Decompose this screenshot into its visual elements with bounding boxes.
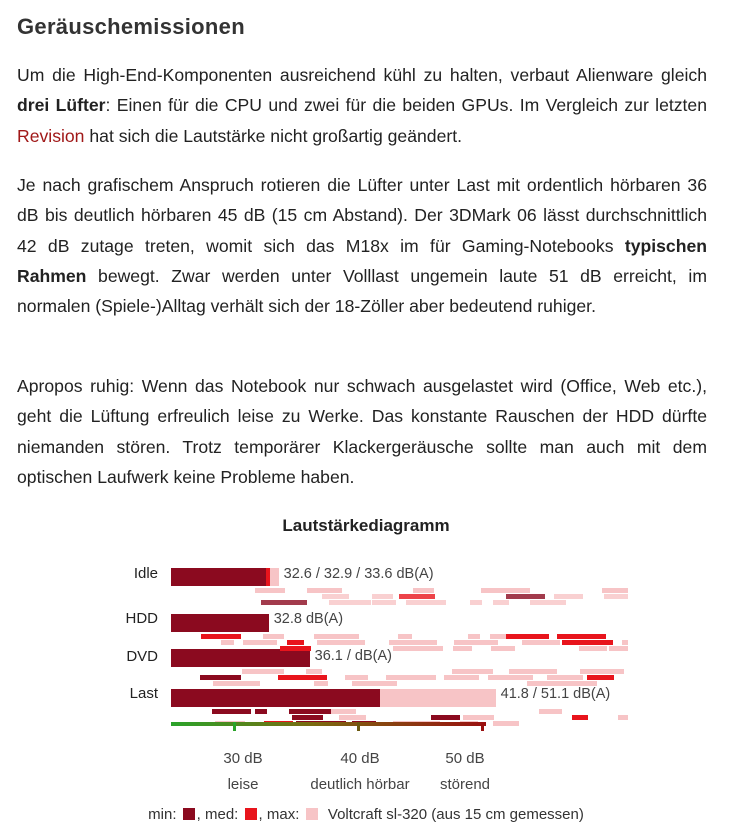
tick-desc-50: störend xyxy=(439,776,491,793)
paragraph-idle xyxy=(17,371,707,492)
text: Apropos ruhig: Wenn das Notebook nur schwach ausgelastet wird (Office, Web etc.), geht die Lüftung erfreulich leise zu Werke. Das konstante Rauschen der HDD dürfte niemanden stören. Trotz temporärer Klackergeräusche sollte man auch mit dem optischen Laufwerk keine Probleme haben. xyxy=(17,376,707,487)
comparison-segment xyxy=(317,640,365,645)
tick-desc-30: leise xyxy=(227,776,259,793)
comparison-segment xyxy=(221,640,234,645)
comparison-segment xyxy=(488,675,533,680)
comparison-segment xyxy=(587,675,614,680)
section-heading: Geräuschemissionen xyxy=(17,14,245,39)
legend-min-swatch xyxy=(183,808,195,820)
row-label-last: Last xyxy=(129,685,158,702)
comparison-segment xyxy=(557,634,606,639)
comparison-segment xyxy=(562,640,613,645)
comparison-segment xyxy=(509,669,556,674)
comparison-segment xyxy=(452,669,493,674)
comparison-segment xyxy=(444,675,478,680)
legend-med-label: , med: xyxy=(196,806,239,823)
tick-mark-30 xyxy=(233,722,236,731)
comparison-segment xyxy=(554,594,584,599)
comparison-segment xyxy=(547,675,583,680)
bar-min-hdd xyxy=(171,614,269,632)
comparison-segment xyxy=(201,634,241,639)
legend-device: Voltcraft sl-320 (aus 15 cm gemessen) xyxy=(327,806,584,823)
comparison-segment xyxy=(306,669,322,674)
comparison-segment xyxy=(413,588,434,593)
row-label-hdd: HDD xyxy=(125,610,158,627)
comparison-segment xyxy=(609,646,628,651)
comparison-segment xyxy=(399,594,435,599)
text: Je nach grafischem Anspruch rotieren die Lüfter unter Last mit ordentlich hörbaren 36 dB bis deutlich hörbaren 45 dB (15 cm Abstand). Der 3DMark 06 lässt durchschnittlich 42 dB zutage treten, womit sich das M18x im für Gaming-Notebooks xyxy=(17,175,707,256)
row-label-idle: Idle xyxy=(133,565,158,582)
value-label-dvd: 36.1 / dB(A) xyxy=(314,648,392,664)
comparison-segment xyxy=(255,588,285,593)
comparison-segment xyxy=(491,646,515,651)
comparison-segment xyxy=(292,715,322,720)
comparison-segment xyxy=(530,600,565,605)
comparison-segment xyxy=(481,588,531,593)
comparison-segment xyxy=(263,634,284,639)
tick-mark-50 xyxy=(481,722,484,731)
comparison-segment xyxy=(579,646,608,651)
comparison-segment xyxy=(289,709,331,714)
comparison-segment xyxy=(393,646,443,651)
emphasis: typischen Rahmen xyxy=(17,235,707,286)
revision-link[interactable]: Revision xyxy=(17,125,85,146)
comparison-segment xyxy=(352,681,397,686)
comparison-segment xyxy=(339,715,365,720)
legend-med-swatch xyxy=(245,808,257,820)
text: bewegt. Zwar werden unter Volllast ungemein laute 51 dB erreicht, im normalen (Spiele-)Alltag verhält sich der 18-Zöller aber bedeutend ruhiger. xyxy=(17,265,707,317)
comparison-segment xyxy=(539,709,561,714)
tick-label-30: 30 dB xyxy=(223,750,263,767)
text: Um die High-End-Komponenten ausreichend kühl zu halten, verbaut Alienware gleich xyxy=(17,65,707,85)
comparison-segment xyxy=(453,646,472,651)
value-label-hdd: 32.8 dB(A) xyxy=(273,611,344,627)
emphasis: drei Lüfter xyxy=(17,95,106,116)
comparison-segment xyxy=(307,588,343,593)
comparison-segment xyxy=(463,715,495,720)
comparison-segment xyxy=(389,640,436,645)
legend-max-swatch xyxy=(306,808,318,820)
comparison-segment xyxy=(255,709,267,714)
chart-legend xyxy=(0,806,732,823)
comparison-segment xyxy=(493,721,519,726)
comparison-segment xyxy=(468,634,480,639)
comparison-segment xyxy=(212,709,251,714)
comparison-segment xyxy=(398,634,413,639)
chart-title: Lautstärkediagramm xyxy=(282,516,450,535)
comparison-segment xyxy=(242,669,284,674)
comparison-segment xyxy=(602,588,628,593)
bar-min-last xyxy=(171,689,380,707)
comparison-segment xyxy=(493,600,509,605)
comparison-segment xyxy=(243,640,277,645)
comparison-segment xyxy=(618,715,628,720)
row-label-dvd: DVD xyxy=(126,648,158,665)
comparison-segment xyxy=(506,594,545,599)
paragraph-fans xyxy=(17,60,707,151)
comparison-segment xyxy=(329,600,371,605)
tick-label-50: 50 dB xyxy=(445,750,485,767)
tick-label-40: 40 dB xyxy=(340,750,380,767)
value-label-last: 41.8 / 51.1 dB(A) xyxy=(500,686,611,702)
comparison-segment xyxy=(431,715,460,720)
comparison-segment xyxy=(406,600,445,605)
comparison-segment xyxy=(622,640,628,645)
tick-desc-40: deutlich hörbar xyxy=(310,776,410,793)
value-label-idle: 32.6 / 32.9 / 33.6 dB(A) xyxy=(283,566,434,582)
comparison-segment xyxy=(345,675,368,680)
comparison-segment xyxy=(200,675,241,680)
comparison-segment xyxy=(527,681,565,686)
comparison-segment xyxy=(261,600,307,605)
bar-min-dvd xyxy=(171,649,310,667)
comparison-segment xyxy=(470,600,482,605)
comparison-segment xyxy=(314,681,328,686)
text: hat sich die Lautstärke nicht großartig geändert. xyxy=(84,125,462,146)
legend-min-label: min: xyxy=(148,806,177,823)
chart-axis xyxy=(171,722,486,726)
comparison-segment xyxy=(490,634,506,639)
legend-max-label: , max: xyxy=(258,806,300,823)
comparison-segment xyxy=(522,640,559,645)
comparison-segment xyxy=(331,709,355,714)
comparison-segment xyxy=(454,640,497,645)
comparison-segment xyxy=(280,646,311,651)
comparison-segment xyxy=(566,681,597,686)
comparison-segment xyxy=(604,594,628,599)
comparison-segment xyxy=(287,640,304,645)
paragraph-load xyxy=(17,170,707,321)
comparison-segment xyxy=(506,634,548,639)
comparison-segment xyxy=(372,600,397,605)
comparison-segment xyxy=(278,675,327,680)
tick-mark-40 xyxy=(357,722,360,731)
comparison-segment xyxy=(314,634,359,639)
bar-min-idle xyxy=(171,568,266,586)
comparison-segment xyxy=(322,594,348,599)
comparison-segment xyxy=(372,594,394,599)
comparison-segment xyxy=(213,681,260,686)
text: : Einen für die CPU und zwei für die beiden GPUs. Im Vergleich zur letzten xyxy=(105,95,707,116)
comparison-segment xyxy=(572,715,588,720)
comparison-segment xyxy=(580,669,624,674)
comparison-segment xyxy=(386,675,436,680)
